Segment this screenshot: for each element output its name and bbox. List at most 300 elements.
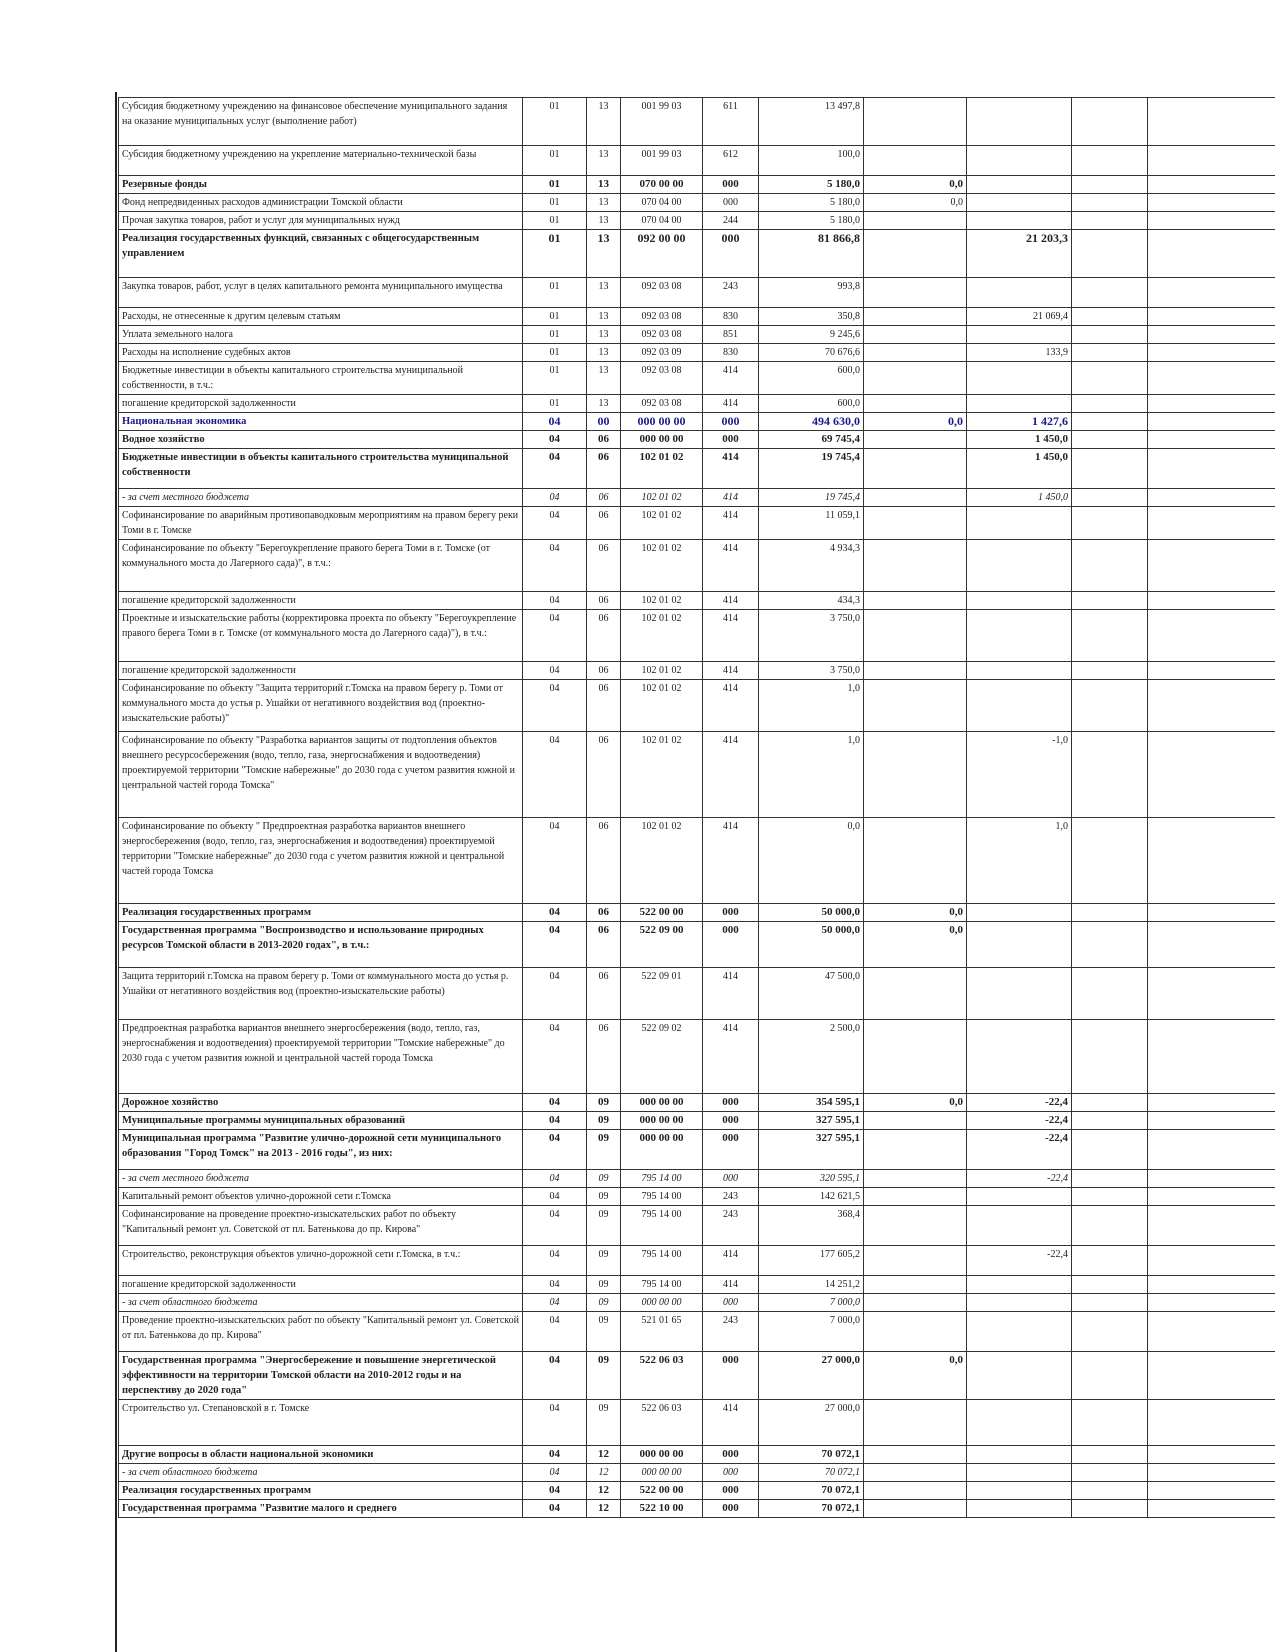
cell-empty — [1072, 1130, 1148, 1170]
cell-csr: 001 99 03 — [621, 146, 703, 176]
cell-c7 — [967, 146, 1072, 176]
cell-c6 — [864, 362, 967, 395]
cell-c7 — [967, 278, 1072, 308]
cell-pr: 06 — [587, 431, 621, 449]
cell-rz: 04 — [523, 732, 587, 818]
cell-name: Закупка товаров, работ, услуг в целях капитального ремонта муниципального имущества — [119, 278, 523, 308]
cell-name: Софинансирование по объекту "Берегоукрепление правого берега Томи в г. Томске (от коммунального моста до Лагерного сада)", в т.ч.: — [119, 540, 523, 592]
cell-name: Софинансирование на проведение проектно-изыскательских работ по объекту "Капитальный ремонт ул. Советской от пл. Батенькова до пр. Кирова" — [119, 1206, 523, 1246]
cell-sum: 19 745,4 — [759, 449, 864, 489]
cell-c7 — [967, 1352, 1072, 1400]
cell-empty — [1148, 212, 1275, 230]
cell-empty — [1148, 1464, 1275, 1482]
cell-c7 — [967, 176, 1072, 194]
cell-c7 — [967, 98, 1072, 146]
cell-name: Субсидия бюджетному учреждению на укрепление материально-технической базы — [119, 146, 523, 176]
cell-empty — [1072, 540, 1148, 592]
table-row — [119, 818, 1275, 904]
cell-vr: 830 — [703, 308, 759, 326]
cell-csr: 522 06 03 — [621, 1352, 703, 1400]
cell-c7 — [967, 1446, 1072, 1464]
cell-c7: -22,4 — [967, 1130, 1072, 1170]
table-row — [119, 610, 1275, 662]
cell-c6 — [864, 610, 967, 662]
cell-empty — [1148, 431, 1275, 449]
table-row — [119, 1112, 1275, 1130]
cell-sum: 434,3 — [759, 592, 864, 610]
cell-pr: 06 — [587, 610, 621, 662]
cell-empty — [1072, 344, 1148, 362]
cell-vr: 414 — [703, 662, 759, 680]
cell-sum: 50 000,0 — [759, 922, 864, 968]
table-row — [119, 1170, 1275, 1188]
cell-csr: 795 14 00 — [621, 1206, 703, 1246]
table-row — [119, 98, 1275, 146]
table-row — [119, 904, 1275, 922]
cell-c6 — [864, 1170, 967, 1188]
cell-pr: 13 — [587, 194, 621, 212]
cell-csr: 001 99 03 — [621, 98, 703, 146]
cell-pr: 12 — [587, 1482, 621, 1500]
cell-vr: 414 — [703, 395, 759, 413]
cell-c6 — [864, 1312, 967, 1352]
cell-name: погашение кредиторской задолженности — [119, 1276, 523, 1294]
cell-empty — [1072, 732, 1148, 818]
cell-pr: 12 — [587, 1500, 621, 1518]
cell-c7 — [967, 904, 1072, 922]
cell-c7: 1 450,0 — [967, 431, 1072, 449]
cell-pr: 13 — [587, 326, 621, 344]
cell-empty — [1072, 489, 1148, 507]
table-row — [119, 1276, 1275, 1294]
cell-csr: 092 03 08 — [621, 395, 703, 413]
cell-c6: 0,0 — [864, 904, 967, 922]
cell-name: Софинансирование по объекту " Предпроектная разработка вариантов внешнего энергосбережения (водо, тепло, газ, энергоснабжения и водоотведения) проектируемой территории "Томские набережные" до 2030 года с учетом развития южной и центральной частей города Томска — [119, 818, 523, 904]
cell-csr: 522 00 00 — [621, 1482, 703, 1500]
cell-csr: 522 06 03 — [621, 1400, 703, 1446]
cell-sum: 7 000,0 — [759, 1294, 864, 1312]
cell-vr: 612 — [703, 146, 759, 176]
cell-empty — [1148, 662, 1275, 680]
cell-c7 — [967, 1500, 1072, 1518]
cell-rz: 04 — [523, 1112, 587, 1130]
cell-csr: 522 09 02 — [621, 1020, 703, 1094]
cell-pr: 13 — [587, 212, 621, 230]
cell-rz: 04 — [523, 1094, 587, 1112]
cell-c7 — [967, 194, 1072, 212]
cell-pr: 06 — [587, 540, 621, 592]
cell-vr: 243 — [703, 1188, 759, 1206]
cell-csr: 000 00 00 — [621, 1446, 703, 1464]
cell-sum: 47 500,0 — [759, 968, 864, 1020]
cell-empty — [1072, 176, 1148, 194]
cell-c6 — [864, 968, 967, 1020]
cell-name: - за счет местного бюджета — [119, 489, 523, 507]
cell-empty — [1148, 732, 1275, 818]
cell-rz: 04 — [523, 1500, 587, 1518]
cell-c7: -22,4 — [967, 1112, 1072, 1130]
cell-c6 — [864, 1294, 967, 1312]
cell-sum: 600,0 — [759, 395, 864, 413]
cell-empty — [1148, 1276, 1275, 1294]
table-row — [119, 1130, 1275, 1170]
cell-vr: 243 — [703, 278, 759, 308]
cell-sum: 327 595,1 — [759, 1112, 864, 1130]
cell-rz: 04 — [523, 1446, 587, 1464]
cell-empty — [1148, 413, 1275, 431]
cell-c6: 0,0 — [864, 922, 967, 968]
cell-name: Софинансирование по аварийным противопаводковым мероприятиям на правом берегу реки Томи в г. Томске — [119, 507, 523, 540]
cell-c6 — [864, 592, 967, 610]
cell-csr: 000 00 00 — [621, 431, 703, 449]
cell-sum: 4 934,3 — [759, 540, 864, 592]
cell-vr: 000 — [703, 1500, 759, 1518]
cell-vr: 611 — [703, 98, 759, 146]
cell-name: погашение кредиторской задолженности — [119, 592, 523, 610]
cell-sum: 993,8 — [759, 278, 864, 308]
cell-vr: 000 — [703, 194, 759, 212]
cell-name: Реализация государственных функций, связанных с общегосударственным управлением — [119, 230, 523, 278]
cell-name: Софинансирование по объекту "Разработка вариантов защиты от подтопления объектов внешнего ресурсосбережения (водо, тепло, газа, энергоснабжения и водоотведения) проектируемой территории "Томские набережные" до 2030 года с учетом развития южной и центральной частей города Томска" — [119, 732, 523, 818]
cell-empty — [1148, 968, 1275, 1020]
cell-empty — [1072, 212, 1148, 230]
cell-c6 — [864, 1020, 967, 1094]
cell-empty — [1148, 1500, 1275, 1518]
cell-csr: 092 00 00 — [621, 230, 703, 278]
cell-name: Прочая закупка товаров, работ и услуг для муниципальных нужд — [119, 212, 523, 230]
cell-rz: 01 — [523, 362, 587, 395]
cell-c7 — [967, 326, 1072, 344]
cell-pr: 06 — [587, 449, 621, 489]
cell-pr: 13 — [587, 344, 621, 362]
table-row — [119, 1246, 1275, 1276]
cell-empty — [1148, 146, 1275, 176]
cell-rz: 04 — [523, 1130, 587, 1170]
table-row — [119, 680, 1275, 732]
cell-rz: 01 — [523, 278, 587, 308]
cell-c6 — [864, 662, 967, 680]
cell-c7 — [967, 1188, 1072, 1206]
cell-vr: 000 — [703, 431, 759, 449]
cell-empty — [1148, 507, 1275, 540]
cell-empty — [1072, 1400, 1148, 1446]
cell-c6 — [864, 540, 967, 592]
cell-vr: 243 — [703, 1206, 759, 1246]
cell-empty — [1148, 1130, 1275, 1170]
table-row — [119, 968, 1275, 1020]
cell-empty — [1148, 230, 1275, 278]
cell-vr: 000 — [703, 1446, 759, 1464]
cell-empty — [1148, 680, 1275, 732]
cell-empty — [1072, 968, 1148, 1020]
cell-csr: 102 01 02 — [621, 489, 703, 507]
cell-name: Другие вопросы в области национальной экономики — [119, 1446, 523, 1464]
cell-pr: 00 — [587, 413, 621, 431]
cell-csr: 102 01 02 — [621, 662, 703, 680]
cell-rz: 04 — [523, 1246, 587, 1276]
cell-sum: 142 621,5 — [759, 1188, 864, 1206]
cell-c7 — [967, 1020, 1072, 1094]
cell-rz: 04 — [523, 1464, 587, 1482]
cell-c7 — [967, 1276, 1072, 1294]
cell-empty — [1148, 1094, 1275, 1112]
cell-pr: 06 — [587, 922, 621, 968]
cell-name: Расходы на исполнение судебных актов — [119, 344, 523, 362]
cell-c6 — [864, 818, 967, 904]
cell-rz: 04 — [523, 1482, 587, 1500]
cell-name: Софинансирование по объекту "Защита территорий г.Томска на правом берегу р. Томи от коммунального моста до устья р. Ушайки от негативного воздействия вод (проектно-изыскательские работы)" — [119, 680, 523, 732]
cell-pr: 09 — [587, 1130, 621, 1170]
cell-name: Реализация государственных программ — [119, 1482, 523, 1500]
table-row — [119, 146, 1275, 176]
cell-vr: 414 — [703, 592, 759, 610]
cell-pr: 06 — [587, 904, 621, 922]
cell-pr: 13 — [587, 176, 621, 194]
cell-c6 — [864, 507, 967, 540]
cell-c6 — [864, 431, 967, 449]
table-row — [119, 1446, 1275, 1464]
table-row — [119, 194, 1275, 212]
cell-c7 — [967, 395, 1072, 413]
cell-sum: 14 251,2 — [759, 1276, 864, 1294]
cell-c7 — [967, 922, 1072, 968]
cell-empty — [1148, 1112, 1275, 1130]
cell-c6 — [864, 230, 967, 278]
cell-csr: 070 00 00 — [621, 176, 703, 194]
cell-name: Расходы, не отнесенные к другим целевым статьям — [119, 308, 523, 326]
cell-c6 — [864, 1206, 967, 1246]
cell-c7: 21 069,4 — [967, 308, 1072, 326]
cell-c6 — [864, 1400, 967, 1446]
cell-csr: 092 03 08 — [621, 278, 703, 308]
cell-name: Государственная программа "Развитие малого и среднего — [119, 1500, 523, 1518]
cell-rz: 04 — [523, 592, 587, 610]
cell-rz: 04 — [523, 489, 587, 507]
cell-rz: 04 — [523, 1188, 587, 1206]
cell-name: Защита территорий г.Томска на правом берегу р. Томи от коммунального моста до устья р. Ушайки от негативного воздействия вод (проектно-изыскательские работы) — [119, 968, 523, 1020]
cell-empty — [1148, 1246, 1275, 1276]
table-row — [119, 1482, 1275, 1500]
cell-pr: 06 — [587, 732, 621, 818]
cell-pr: 09 — [587, 1352, 621, 1400]
cell-rz: 01 — [523, 212, 587, 230]
cell-sum: 177 605,2 — [759, 1246, 864, 1276]
table-row — [119, 540, 1275, 592]
cell-csr: 102 01 02 — [621, 449, 703, 489]
cell-pr: 09 — [587, 1276, 621, 1294]
cell-name: Государственная программа "Энергосбережение и повышение энергетической эффективности на территории Томской области на 2010-2012 годы и на перспективу до 2020 года" — [119, 1352, 523, 1400]
cell-empty — [1148, 449, 1275, 489]
cell-empty — [1072, 818, 1148, 904]
cell-sum: 327 595,1 — [759, 1130, 864, 1170]
cell-sum: 2 500,0 — [759, 1020, 864, 1094]
table-row — [119, 592, 1275, 610]
cell-empty — [1148, 592, 1275, 610]
cell-vr: 414 — [703, 507, 759, 540]
cell-csr: 000 00 00 — [621, 413, 703, 431]
table-row — [119, 308, 1275, 326]
cell-rz: 04 — [523, 1400, 587, 1446]
cell-name: Бюджетные инвестиции в объекты капитального строительства муниципальной собственности — [119, 449, 523, 489]
cell-sum: 3 750,0 — [759, 662, 864, 680]
cell-vr: 414 — [703, 1276, 759, 1294]
cell-name: Бюджетные инвестиции в объекты капитального строительства муниципальной собственности, в т.ч.: — [119, 362, 523, 395]
cell-name: Дорожное хозяйство — [119, 1094, 523, 1112]
cell-c7: 21 203,3 — [967, 230, 1072, 278]
cell-vr: 000 — [703, 1464, 759, 1482]
cell-empty — [1148, 922, 1275, 968]
cell-empty — [1072, 395, 1148, 413]
cell-empty — [1148, 395, 1275, 413]
cell-name: Фонд непредвиденных расходов администрации Томской области — [119, 194, 523, 212]
cell-pr: 09 — [587, 1094, 621, 1112]
cell-empty — [1148, 1020, 1275, 1094]
cell-empty — [1148, 278, 1275, 308]
cell-c7 — [967, 212, 1072, 230]
cell-c6 — [864, 732, 967, 818]
cell-csr: 522 00 00 — [621, 904, 703, 922]
cell-name: Реализация государственных программ — [119, 904, 523, 922]
cell-pr: 13 — [587, 395, 621, 413]
cell-c6 — [864, 1246, 967, 1276]
cell-empty — [1072, 662, 1148, 680]
cell-empty — [1148, 1482, 1275, 1500]
cell-vr: 851 — [703, 326, 759, 344]
cell-c6 — [864, 326, 967, 344]
cell-sum: 81 866,8 — [759, 230, 864, 278]
cell-name: - за счет местного бюджета — [119, 1170, 523, 1188]
cell-empty — [1072, 1352, 1148, 1400]
cell-rz: 04 — [523, 662, 587, 680]
cell-vr: 000 — [703, 413, 759, 431]
cell-sum: 3 750,0 — [759, 610, 864, 662]
cell-empty — [1072, 1482, 1148, 1500]
cell-rz: 01 — [523, 344, 587, 362]
cell-pr: 06 — [587, 489, 621, 507]
cell-sum: 50 000,0 — [759, 904, 864, 922]
cell-c7 — [967, 1400, 1072, 1446]
cell-name: Проектные и изыскательские работы (корректировка проекта по объекту "Берегоукрепление правого берега Томи в г. Томске (от коммунального моста до Лагерного сада)"), в т.ч.: — [119, 610, 523, 662]
cell-sum: 70 072,1 — [759, 1446, 864, 1464]
cell-rz: 04 — [523, 610, 587, 662]
cell-pr: 09 — [587, 1246, 621, 1276]
cell-vr: 414 — [703, 610, 759, 662]
cell-empty — [1148, 1400, 1275, 1446]
table-row — [119, 922, 1275, 968]
cell-rz: 04 — [523, 1276, 587, 1294]
cell-c6 — [864, 1500, 967, 1518]
table-row — [119, 732, 1275, 818]
cell-sum: 320 595,1 — [759, 1170, 864, 1188]
table-row — [119, 362, 1275, 395]
cell-pr: 06 — [587, 818, 621, 904]
cell-name: - за счет областного бюджета — [119, 1294, 523, 1312]
cell-sum: 70 072,1 — [759, 1482, 864, 1500]
cell-c7: 1 450,0 — [967, 489, 1072, 507]
cell-c6 — [864, 344, 967, 362]
cell-name: Проведение проектно-изыскательских работ по объекту "Капитальный ремонт ул. Советской от пл. Батенькова до пр. Кирова" — [119, 1312, 523, 1352]
cell-sum: 69 745,4 — [759, 431, 864, 449]
cell-c7 — [967, 1464, 1072, 1482]
cell-rz: 04 — [523, 968, 587, 1020]
table-row — [119, 507, 1275, 540]
cell-empty — [1148, 540, 1275, 592]
cell-sum: 19 745,4 — [759, 489, 864, 507]
cell-c7 — [967, 1312, 1072, 1352]
cell-pr: 09 — [587, 1312, 621, 1352]
cell-pr: 12 — [587, 1446, 621, 1464]
cell-c6 — [864, 308, 967, 326]
cell-pr: 06 — [587, 1020, 621, 1094]
cell-rz: 04 — [523, 1020, 587, 1094]
cell-pr: 06 — [587, 507, 621, 540]
cell-rz: 04 — [523, 680, 587, 732]
cell-name: Государственная программа "Воспроизводство и использование природных ресурсов Томской области в 2013-2020 годах", в т.ч.: — [119, 922, 523, 968]
cell-empty — [1072, 449, 1148, 489]
cell-vr: 414 — [703, 1400, 759, 1446]
cell-pr: 06 — [587, 968, 621, 1020]
cell-csr: 522 10 00 — [621, 1500, 703, 1518]
cell-pr: 13 — [587, 278, 621, 308]
cell-name: Уплата земельного налога — [119, 326, 523, 344]
cell-sum: 27 000,0 — [759, 1400, 864, 1446]
cell-c6 — [864, 680, 967, 732]
cell-rz: 01 — [523, 194, 587, 212]
cell-c7: 1 427,6 — [967, 413, 1072, 431]
cell-sum: 1,0 — [759, 732, 864, 818]
cell-sum: 368,4 — [759, 1206, 864, 1246]
cell-csr: 795 14 00 — [621, 1246, 703, 1276]
cell-c6 — [864, 146, 967, 176]
cell-name: Муниципальная программа "Развитие улично-дорожной сети муниципального образования "Город Томск" на 2013 - 2016 годы", из них: — [119, 1130, 523, 1170]
cell-csr: 795 14 00 — [621, 1276, 703, 1294]
cell-vr: 414 — [703, 540, 759, 592]
cell-empty — [1072, 1446, 1148, 1464]
table-row — [119, 489, 1275, 507]
cell-sum: 9 245,6 — [759, 326, 864, 344]
cell-csr: 522 09 00 — [621, 922, 703, 968]
cell-csr: 092 03 09 — [621, 344, 703, 362]
cell-empty — [1072, 1020, 1148, 1094]
cell-rz: 04 — [523, 1294, 587, 1312]
cell-vr: 000 — [703, 176, 759, 194]
cell-c6: 0,0 — [864, 413, 967, 431]
cell-c7 — [967, 680, 1072, 732]
cell-rz: 04 — [523, 818, 587, 904]
table-row — [119, 176, 1275, 194]
cell-csr: 102 01 02 — [621, 610, 703, 662]
cell-empty — [1072, 431, 1148, 449]
table-row — [119, 395, 1275, 413]
cell-c6 — [864, 1276, 967, 1294]
cell-vr: 000 — [703, 1352, 759, 1400]
cell-pr: 09 — [587, 1112, 621, 1130]
cell-c7 — [967, 592, 1072, 610]
left-margin-line — [115, 92, 117, 1652]
cell-empty — [1072, 680, 1148, 732]
cell-name: Капитальный ремонт объектов улично-дорожной сети г.Томска — [119, 1188, 523, 1206]
cell-rz: 04 — [523, 922, 587, 968]
cell-sum: 5 180,0 — [759, 194, 864, 212]
cell-c6 — [864, 1482, 967, 1500]
cell-sum: 5 180,0 — [759, 176, 864, 194]
cell-sum: 70 676,6 — [759, 344, 864, 362]
cell-csr: 102 01 02 — [621, 680, 703, 732]
cell-csr: 000 00 00 — [621, 1464, 703, 1482]
cell-empty — [1072, 413, 1148, 431]
cell-sum: 70 072,1 — [759, 1464, 864, 1482]
cell-vr: 414 — [703, 1246, 759, 1276]
